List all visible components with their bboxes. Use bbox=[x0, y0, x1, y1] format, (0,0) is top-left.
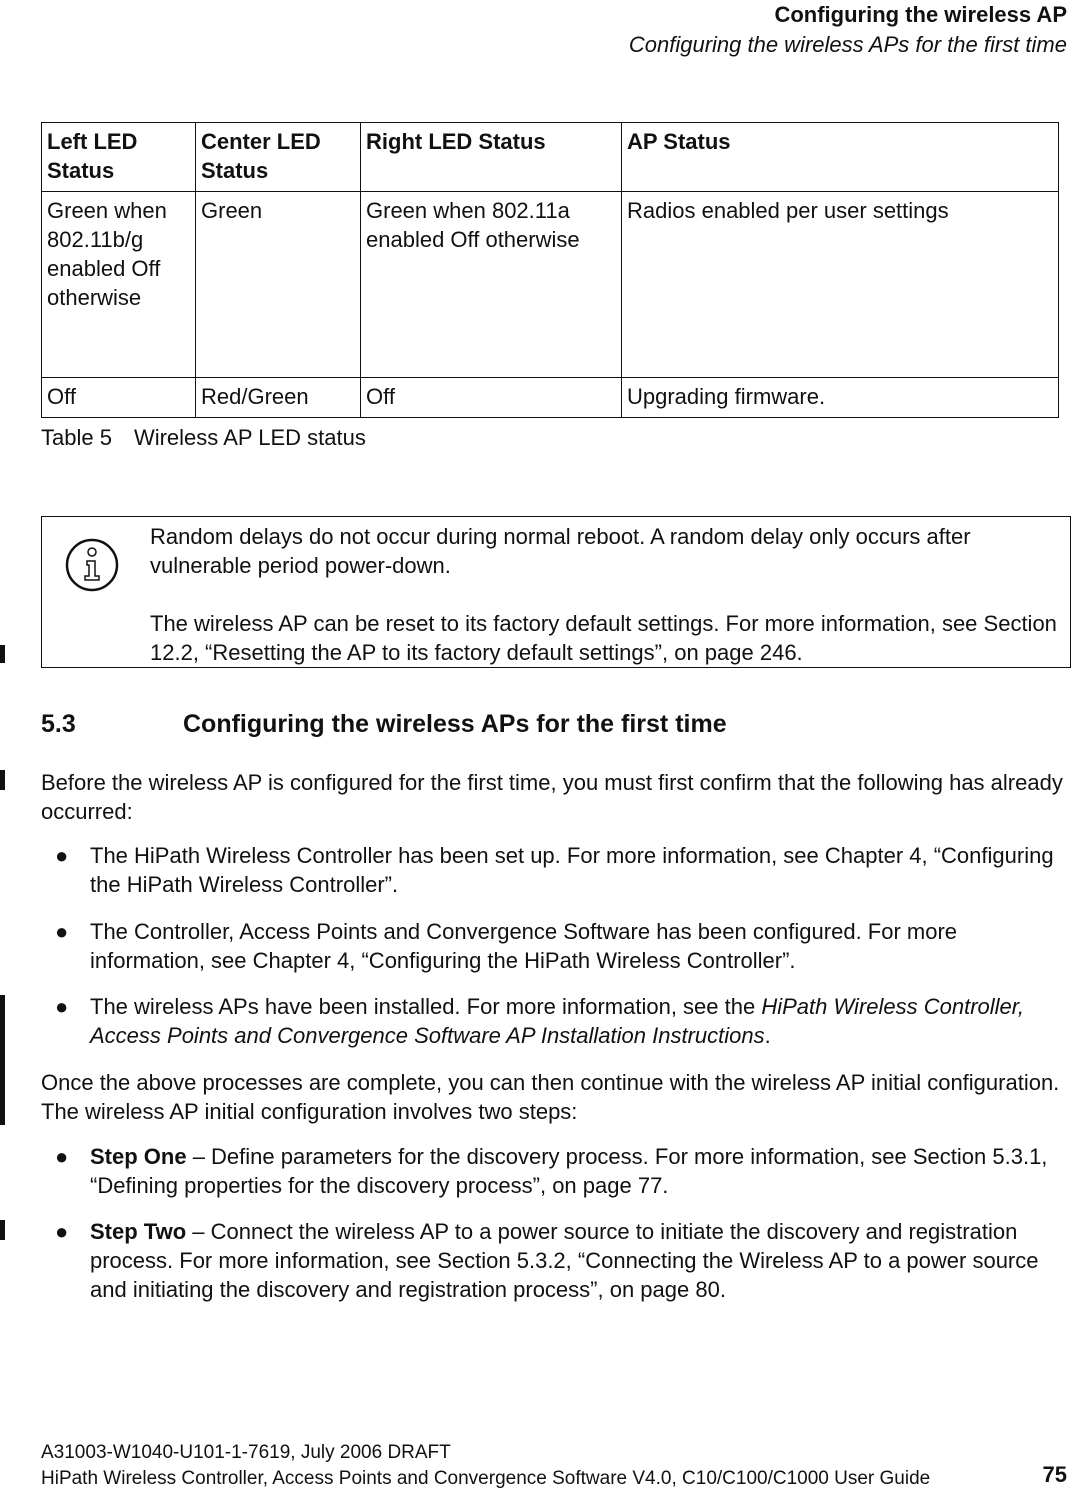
header-left-led: Left LED Status bbox=[42, 123, 196, 192]
paragraph: Once the above processes are complete, you can then continue with the wireless AP initial configuration. The wireless AP initial configuration involves two steps: bbox=[41, 1070, 1060, 1124]
list-item-text: . bbox=[764, 1023, 771, 1048]
running-header-chapter: Configuring the wireless AP bbox=[774, 2, 1067, 27]
header-right-led: Right LED Status bbox=[361, 123, 622, 192]
list-item bbox=[41, 841, 1071, 899]
table-header-row bbox=[42, 123, 1059, 192]
caption-text: Wireless AP LED status bbox=[133, 425, 366, 450]
step-label: Step One bbox=[90, 1144, 187, 1169]
list-item bbox=[41, 992, 1071, 1050]
change-bar bbox=[0, 1220, 5, 1240]
info-note bbox=[41, 516, 1071, 668]
bullet: ● bbox=[55, 994, 69, 1019]
table-cell: Red/Green bbox=[196, 378, 361, 418]
change-bar bbox=[0, 770, 5, 790]
list-item bbox=[41, 1142, 1071, 1200]
list-item-text: The wireless APs have been installed. For more information, see the bbox=[90, 994, 762, 1019]
bullet: ● bbox=[55, 843, 69, 868]
note-paragraph: The wireless AP can be reset to its factory default settings. For more information, see Section 12.2, “Resetting the AP to its factory default settings”, on page 246. bbox=[150, 611, 1057, 665]
table-cell: Green when 802.11a enabled Off otherwise bbox=[361, 192, 622, 378]
table-row bbox=[42, 192, 1059, 378]
intro-paragraph: Before the wireless AP is configured for the first time, you must first confirm that the following has already occurred: bbox=[41, 770, 1063, 824]
caption-label: Table 5 bbox=[41, 425, 112, 450]
table-cell: Green bbox=[196, 192, 361, 378]
list-item-text: – Connect the wireless AP to a power source to initiate the discovery and registration process. For more information, see Section 5.3.2, “Connecting the Wireless AP to a power source and initiating the discovery and registration process”, on page 80. bbox=[90, 1219, 1039, 1302]
table-cell: Upgrading firmware. bbox=[622, 378, 1059, 418]
list-item bbox=[41, 917, 1071, 975]
header-center-led: Center LED Status bbox=[196, 123, 361, 192]
change-bar bbox=[0, 995, 5, 1125]
header-ap-status: AP Status bbox=[622, 123, 1059, 192]
list-item-text: The HiPath Wireless Controller has been set up. For more information, see Chapter 4, “Configuring the HiPath Wireless Controller”. bbox=[90, 843, 1054, 897]
list-item-text: – Define parameters for the discovery process. For more information, see Section 5.3.1, “Defining properties for the discovery process”, on page 77. bbox=[90, 1144, 1048, 1198]
step-label: Step Two bbox=[90, 1219, 187, 1244]
page-number: 75 bbox=[1042, 1462, 1067, 1487]
list-item bbox=[41, 1217, 1071, 1304]
note-paragraph: Random delays do not occur during normal reboot. A random delay only occurs after vulnerable period power-down. bbox=[150, 524, 971, 578]
change-bar bbox=[0, 645, 5, 663]
bullet: ● bbox=[55, 919, 69, 944]
list-item-text: The Controller, Access Points and Convergence Software has been configured. For more information, see Chapter 4, “Configuring the HiPath Wireless Controller”. bbox=[90, 919, 958, 973]
footer-doc-id: A31003-W1040-U101-1-7619, July 2006 DRAFT bbox=[41, 1442, 451, 1463]
led-status-table bbox=[41, 122, 1059, 418]
section-title: Configuring the wireless APs for the first time bbox=[183, 710, 727, 738]
table-cell: Green when 802.11b/g enabled Off otherwise bbox=[42, 192, 196, 378]
footer-title: HiPath Wireless Controller, Access Points and Convergence Software V4.0, C10/C100/C1000 User Guide bbox=[41, 1468, 931, 1489]
info-icon bbox=[64, 537, 120, 593]
bullet: ● bbox=[55, 1144, 69, 1169]
running-header-section: Configuring the wireless APs for the first time bbox=[628, 32, 1067, 57]
table-cell: Radios enabled per user settings bbox=[622, 192, 1059, 378]
section-heading bbox=[41, 710, 727, 739]
section-number: 5.3 bbox=[41, 710, 76, 738]
bullet: ● bbox=[55, 1219, 69, 1244]
table-cell: Off bbox=[42, 378, 196, 418]
table-cell: Off bbox=[361, 378, 622, 418]
table-row bbox=[42, 378, 1059, 418]
document-reference: HiPath Wireless Controller, Access Points and Convergence Software AP Installation Instructions bbox=[90, 994, 1025, 1048]
table-caption bbox=[41, 423, 366, 452]
